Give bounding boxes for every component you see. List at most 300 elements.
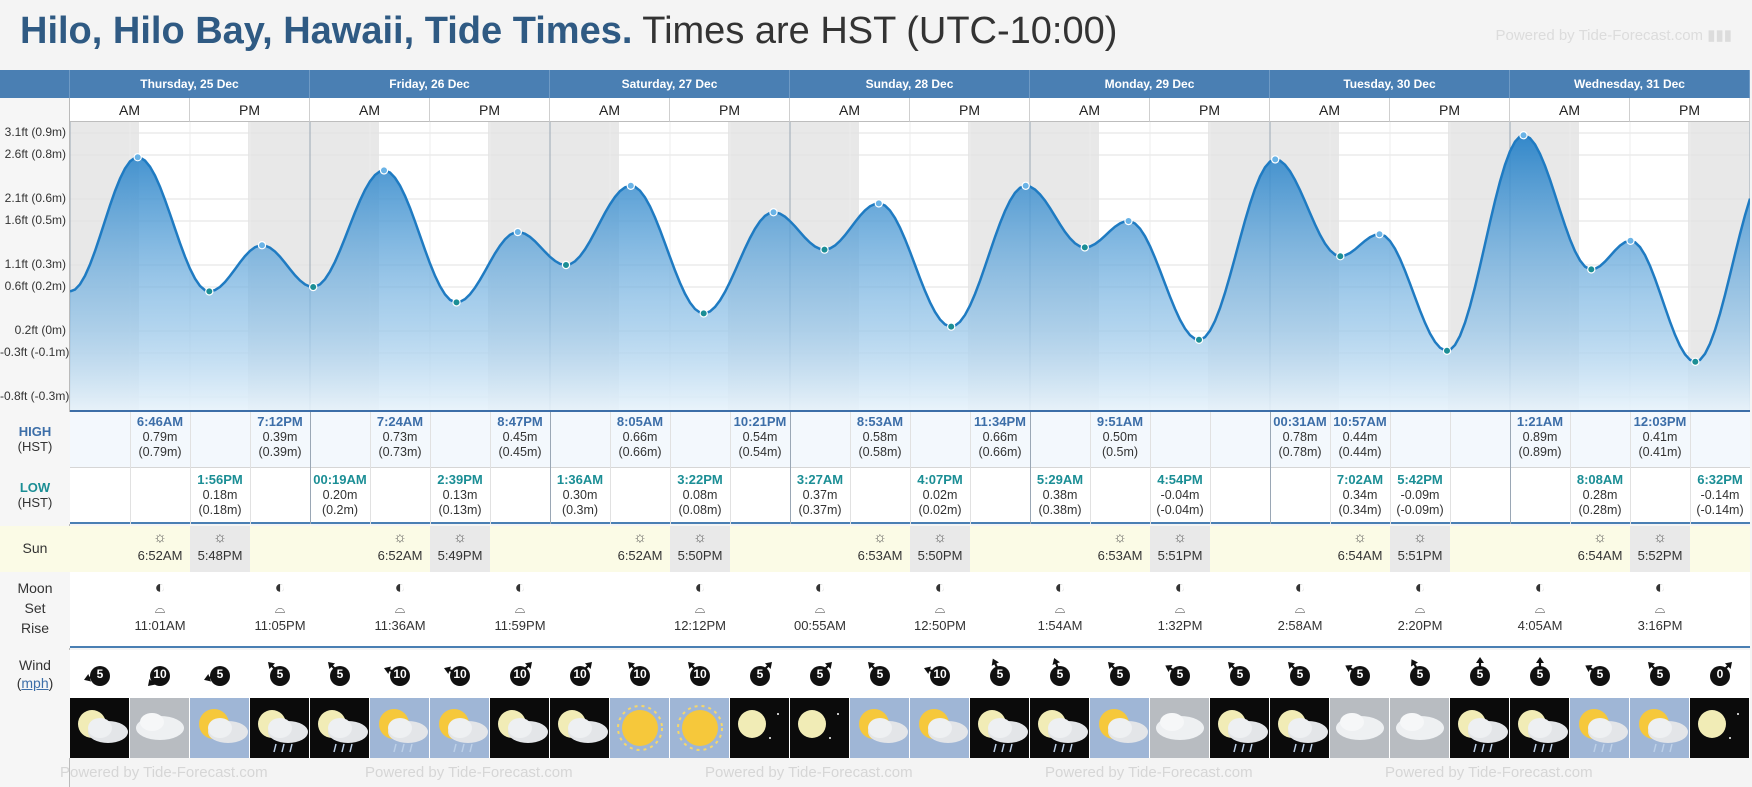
high-time: 7:12PM <box>257 414 303 429</box>
footer-powered-2 <box>365 764 573 781</box>
sunrise-cell <box>130 526 190 572</box>
low-height: 0.30m <box>562 488 598 502</box>
low-time: 4:54PM <box>1157 472 1203 487</box>
moonrise-icon: ⌓ <box>394 601 406 616</box>
moon-phase-icon: ◐ <box>814 577 826 597</box>
high-tide-cell <box>1270 412 1330 468</box>
low-height: 0.28m <box>1582 488 1618 502</box>
wind-cell <box>850 650 910 698</box>
moon-time: 3:16PM <box>1637 618 1683 633</box>
weather-cell <box>850 698 910 758</box>
night-rain-icon <box>1450 698 1510 758</box>
day-header <box>1270 70 1510 98</box>
low-label-text: LOW <box>19 480 51 495</box>
high-height: 0.78m <box>1282 430 1318 444</box>
pm-label <box>430 98 550 122</box>
high-time: 12:03PM <box>1633 414 1687 429</box>
sun-rain-icon <box>430 698 490 758</box>
wind-speed: 5 <box>1176 667 1184 681</box>
wind-speed: 5 <box>1476 667 1484 681</box>
sunrise-icon: ☼ <box>873 529 887 546</box>
wind-cell <box>1210 650 1270 698</box>
sun-icon <box>610 698 670 758</box>
high-tide-point <box>258 242 265 249</box>
night-cloud-icon <box>70 698 130 758</box>
ampm-text: AM <box>839 102 860 118</box>
low-height-m: (0.18m) <box>198 503 242 517</box>
moon-label <box>0 572 70 648</box>
wind-cell <box>1690 650 1750 698</box>
low-tide-cell <box>670 468 730 524</box>
wind-cell <box>910 650 970 698</box>
low-height-m: (-0.14m) <box>1696 503 1744 517</box>
low-label <box>0 468 70 524</box>
moonrise-icon: ⌓ <box>1174 601 1186 616</box>
day-header <box>550 70 790 98</box>
day-label: Saturday, 27 Dec <box>621 77 718 91</box>
sunset-cell <box>430 526 490 572</box>
moonrise-icon: ⌓ <box>1414 601 1426 616</box>
low-tide-point <box>1081 244 1088 251</box>
sun-label-text: Sun <box>22 540 48 556</box>
wind-speed: 10 <box>573 667 587 681</box>
low-tide-cell <box>1330 468 1390 524</box>
wind-speed: 0 <box>1716 667 1724 681</box>
low-height-m: (-0.09m) <box>1396 503 1444 517</box>
sunrise-cell <box>1570 526 1630 572</box>
moon-cell <box>130 572 190 648</box>
high-time: 8:05AM <box>616 414 664 429</box>
high-tide-cell <box>970 412 1030 468</box>
night-rain-icon <box>1510 698 1570 758</box>
weather-cell <box>610 698 670 758</box>
high-height: 0.89m <box>1522 430 1558 444</box>
weather-cell <box>550 698 610 758</box>
low-height-m: (0.02m) <box>918 503 962 517</box>
moon-phase-icon: ◐ <box>1414 577 1426 597</box>
wind-speed: 5 <box>1116 667 1124 681</box>
moon-phase-icon: ◐ <box>1294 577 1306 597</box>
sun-time: 6:52AM <box>617 548 663 563</box>
high-time: 8:47PM <box>497 414 543 429</box>
high-tide-point <box>770 209 777 216</box>
low-time: 00:19AM <box>313 472 367 487</box>
sunset-cell <box>910 526 970 572</box>
low-height-m: (0.38m) <box>1038 503 1082 517</box>
low-tide-point <box>453 299 460 306</box>
wind-speed: 5 <box>876 667 884 681</box>
moonrise-icon: ⌓ <box>274 601 286 616</box>
high-height-m: (0.45m) <box>498 445 542 459</box>
day-label: Sunday, 28 Dec <box>865 77 954 91</box>
low-time: 5:29AM <box>1036 472 1084 487</box>
high-height-m: (0.66m) <box>978 445 1022 459</box>
sun-cloud-icon <box>1090 698 1150 758</box>
sunrise-cell <box>1090 526 1150 572</box>
sunset-cell <box>1390 526 1450 572</box>
day-header <box>310 70 550 98</box>
high-tide-point <box>1627 237 1634 244</box>
weather-cell <box>1030 698 1090 758</box>
moon-rise-label: Rise <box>20 620 49 636</box>
high-tide-cell <box>610 412 670 468</box>
wind-unit-link[interactable]: mph <box>21 675 49 691</box>
wind-speed: 5 <box>276 667 284 681</box>
night-rain-icon <box>1030 698 1090 758</box>
low-height-m: (0.3m) <box>561 503 599 517</box>
low-height: 0.34m <box>1342 488 1378 502</box>
y-tick-text: 0.2ft (0m) <box>14 323 66 337</box>
ampm-text: PM <box>959 102 980 118</box>
low-tide-cell <box>430 468 490 524</box>
weather-cell <box>910 698 970 758</box>
wind-cell <box>490 650 550 698</box>
high-label <box>0 412 70 468</box>
wind-cell <box>1150 650 1210 698</box>
wind-speed: 5 <box>216 667 224 681</box>
sunrise-cell <box>370 526 430 572</box>
sun-cloud-icon <box>910 698 970 758</box>
cloud-icon <box>1330 698 1390 758</box>
high-height-m: (0.39m) <box>258 445 302 459</box>
y-tick-text: 1.1ft (0.3m) <box>4 257 66 271</box>
moon-phase-icon: ◐ <box>514 577 526 597</box>
sun-time: 6:52AM <box>377 548 423 563</box>
wind-speed: 5 <box>1356 667 1364 681</box>
low-tide-point <box>700 310 707 317</box>
col-sep <box>1450 412 1451 524</box>
high-tide-cell <box>850 412 910 468</box>
low-height: 0.37m <box>802 488 838 502</box>
night-rain-icon <box>1210 698 1270 758</box>
high-height-m: (0.44m) <box>1338 445 1382 459</box>
sun-rain-icon <box>1570 698 1630 758</box>
weather-cell <box>1150 698 1210 758</box>
weather-cell <box>370 698 430 758</box>
low-tide-cell <box>190 468 250 524</box>
high-time: 11:34PM <box>973 414 1027 429</box>
low-tide-point <box>948 323 955 330</box>
high-height-m: (0.5m) <box>1101 445 1139 459</box>
ampm-text: AM <box>599 102 620 118</box>
low-height: -0.04m <box>1160 488 1200 502</box>
am-label <box>310 98 430 122</box>
pm-label <box>190 98 310 122</box>
high-tide-point <box>1125 217 1132 224</box>
night-cloud-icon <box>550 698 610 758</box>
high-time: 9:51AM <box>1096 414 1144 429</box>
high-height-m: (0.54m) <box>738 445 782 459</box>
high-height: 0.73m <box>382 430 418 444</box>
sunrise-icon: ☼ <box>393 529 407 546</box>
am-label <box>1270 98 1390 122</box>
night-clear-icon <box>1690 698 1750 758</box>
moonrise-icon: ⌓ <box>1054 601 1066 616</box>
sun-rain-icon <box>1630 698 1690 758</box>
high-tide-point <box>1376 231 1383 238</box>
weather-cell <box>1090 698 1150 758</box>
wind-speed: 5 <box>1056 667 1064 681</box>
low-time: 1:56PM <box>197 472 243 487</box>
low-tide-point <box>1337 253 1344 260</box>
high-time: 7:24AM <box>376 414 424 429</box>
low-tide-cell <box>1150 468 1210 524</box>
ampm-text: AM <box>359 102 380 118</box>
moon-time: 11:05PM <box>254 618 306 633</box>
moon-time: 11:01AM <box>134 618 186 633</box>
ampm-text: AM <box>1319 102 1340 118</box>
sun-time: 6:54AM <box>1577 548 1623 563</box>
weather-cell <box>1390 698 1450 758</box>
wind-cell <box>1390 650 1450 698</box>
y-tick-text: -0.3ft (-0.1m) <box>0 345 70 359</box>
sunset-icon: ☼ <box>213 529 227 546</box>
high-time: 10:57AM <box>1333 414 1387 429</box>
weather-cell <box>70 698 130 758</box>
low-height-m: (0.08m) <box>678 503 722 517</box>
weather-cell <box>490 698 550 758</box>
y-tick-label <box>0 125 66 141</box>
low-tide-cell <box>790 468 850 524</box>
sunrise-cell <box>610 526 670 572</box>
moon-phase-icon: ◐ <box>394 577 406 597</box>
pm-label <box>1390 98 1510 122</box>
high-tide-cell <box>130 412 190 468</box>
sun-time: 5:49PM <box>437 548 483 563</box>
day-label: Thursday, 25 Dec <box>140 77 239 91</box>
low-height: 0.20m <box>322 488 358 502</box>
ampm-text: PM <box>719 102 740 118</box>
high-time: 6:46AM <box>136 414 184 429</box>
moon-time: 11:36AM <box>374 618 426 633</box>
high-tide-cell <box>1090 412 1150 468</box>
wind-speed: 10 <box>393 667 407 681</box>
high-time: 1:21AM <box>1516 414 1564 429</box>
wind-speed: 5 <box>336 667 344 681</box>
high-height: 0.44m <box>1342 430 1378 444</box>
high-tide-cell <box>250 412 310 468</box>
sunset-icon: ☼ <box>453 529 467 546</box>
pm-label <box>1630 98 1750 122</box>
high-tide-cell <box>730 412 790 468</box>
low-time: 7:02AM <box>1336 472 1384 487</box>
footer-powered-4 <box>1045 764 1253 781</box>
low-time: 4:07PM <box>917 472 963 487</box>
high-height: 0.54m <box>742 430 778 444</box>
wind-cell <box>1450 650 1510 698</box>
y-tick-label <box>0 257 66 273</box>
moon-phase-icon: ◐ <box>694 577 706 597</box>
y-tick-label <box>0 147 66 163</box>
low-time: 5:42PM <box>1397 472 1443 487</box>
sun-time: 5:50PM <box>917 548 963 563</box>
high-tide-cell <box>1510 412 1570 468</box>
moonrise-icon: ⌓ <box>814 601 826 616</box>
sun-time: 6:53AM <box>857 548 903 563</box>
night-clear-icon <box>790 698 850 758</box>
cloud-icon <box>130 698 190 758</box>
powered-by-text[interactable]: Powered by Tide-Forecast.com <box>1495 27 1704 44</box>
ampm-text: AM <box>1079 102 1100 118</box>
powered-by-top[interactable]: Powered by Tide-Forecast.com ▮▮▮ <box>1495 27 1732 44</box>
low-time: 2:39PM <box>437 472 483 487</box>
sun-time: 6:53AM <box>1097 548 1143 563</box>
y-tick-text: 0.6ft (0.2m) <box>4 279 66 293</box>
sun-time: 5:52PM <box>1637 548 1683 563</box>
y-tick-label <box>0 389 70 405</box>
wind-speed: 5 <box>1536 667 1544 681</box>
moonrise-icon: ⌓ <box>1294 601 1306 616</box>
high-tide-point <box>134 154 141 161</box>
weather-cell <box>1210 698 1270 758</box>
moonrise-icon: ⌓ <box>154 601 166 616</box>
high-tide-cell <box>1330 412 1390 468</box>
sun-cloud-icon <box>190 698 250 758</box>
high-height-m: (0.79m) <box>138 445 182 459</box>
day-header <box>70 70 310 98</box>
high-height: 0.79m <box>142 430 178 444</box>
sun-rain-icon <box>370 698 430 758</box>
pm-label <box>910 98 1030 122</box>
wind-label-text: Wind <box>19 657 51 673</box>
high-tide-cell <box>490 412 550 468</box>
sunset-cell <box>1150 526 1210 572</box>
sunrise-icon: ☼ <box>1113 529 1127 546</box>
low-height: -0.14m <box>1700 488 1740 502</box>
day-header <box>1510 70 1750 98</box>
low-height: 0.38m <box>1042 488 1078 502</box>
am-label <box>790 98 910 122</box>
high-height-m: (0.89m) <box>1518 445 1562 459</box>
ampm-text: PM <box>1199 102 1220 118</box>
moon-phase-icon: ◐ <box>934 577 946 597</box>
low-tide-point <box>206 288 213 295</box>
footer-powered-5 <box>1385 764 1593 781</box>
wind-cell <box>550 650 610 698</box>
wind-cell <box>190 650 250 698</box>
wind-cell <box>310 650 370 698</box>
low-tide-point <box>821 246 828 253</box>
weather-label <box>0 698 70 758</box>
sunset-cell <box>190 526 250 572</box>
wind-cell <box>1330 650 1390 698</box>
wind-cell <box>730 650 790 698</box>
moon-cell <box>670 572 730 648</box>
moon-cell <box>910 572 970 648</box>
pm-label <box>1150 98 1270 122</box>
moon-cell <box>490 572 550 648</box>
night-rain-icon <box>1270 698 1330 758</box>
moon-time: 2:20PM <box>1397 618 1443 633</box>
wind-speed: 10 <box>513 667 527 681</box>
wind-speed: 5 <box>1416 667 1424 681</box>
sunrise-icon: ☼ <box>633 529 647 546</box>
weather-cell <box>970 698 1030 758</box>
wind-speed: 10 <box>153 667 167 681</box>
wind-speed: 5 <box>816 667 824 681</box>
low-tide-point <box>1195 336 1202 343</box>
wind-cell <box>670 650 730 698</box>
moon-phase-icon: ◐ <box>1654 577 1666 597</box>
wind-speed: 10 <box>453 667 467 681</box>
sunset-cell <box>670 526 730 572</box>
moon-cell <box>1390 572 1450 648</box>
low-tide-cell <box>1390 468 1450 524</box>
wind-cell <box>130 650 190 698</box>
moon-time: 11:59PM <box>494 618 546 633</box>
high-height: 0.66m <box>622 430 658 444</box>
low-tide-point <box>1443 347 1450 354</box>
moon-phase-icon: ◐ <box>1054 577 1066 597</box>
high-time: 10:21PM <box>733 414 787 429</box>
moon-cell <box>370 572 430 648</box>
moonrise-icon: ⌓ <box>934 601 946 616</box>
low-height: -0.09m <box>1400 488 1440 502</box>
moon-time: 1:54AM <box>1037 618 1083 633</box>
sun-time: 5:51PM <box>1397 548 1443 563</box>
moonrise-icon: ⌓ <box>694 601 706 616</box>
weather-cell <box>1450 698 1510 758</box>
day-header <box>1030 70 1270 98</box>
moon-cell <box>790 572 850 648</box>
wind-speed: 5 <box>756 667 764 681</box>
sunset-icon: ☼ <box>1653 529 1667 546</box>
y-tick-text: 3.1ft (0.9m) <box>4 125 66 139</box>
wind-cell <box>1570 650 1630 698</box>
wind-cell <box>790 650 850 698</box>
moon-cell <box>1510 572 1570 648</box>
high-height-m: (0.58m) <box>858 445 902 459</box>
low-time: 1:36AM <box>556 472 604 487</box>
high-tide-cell <box>1630 412 1690 468</box>
am-label <box>70 98 190 122</box>
cloud-icon <box>1150 698 1210 758</box>
high-height-m: (0.66m) <box>618 445 662 459</box>
sunrise-cell <box>850 526 910 572</box>
am-label <box>1510 98 1630 122</box>
high-height-m: (0.41m) <box>1638 445 1682 459</box>
low-height: 0.13m <box>442 488 478 502</box>
low-tide-point <box>1588 266 1595 273</box>
night-rain-icon <box>970 698 1030 758</box>
moonrise-icon: ⌓ <box>1654 601 1666 616</box>
high-height-m: (0.78m) <box>1278 445 1322 459</box>
weather-cell <box>1630 698 1690 758</box>
ampm-text: PM <box>1679 102 1700 118</box>
am-label <box>1030 98 1150 122</box>
moon-cell <box>1150 572 1210 648</box>
low-tide-point <box>562 261 569 268</box>
low-height-m: (0.28m) <box>1578 503 1622 517</box>
sun-time: 6:54AM <box>1337 548 1383 563</box>
moon-phase-icon: ◐ <box>1534 577 1546 597</box>
wind-cell <box>370 650 430 698</box>
sunrise-icon: ☼ <box>153 529 167 546</box>
weather-cell <box>430 698 490 758</box>
high-height: 0.58m <box>862 430 898 444</box>
moon-cell <box>1630 572 1690 648</box>
day-label: Monday, 29 Dec <box>1104 77 1195 91</box>
night-rain-icon <box>250 698 310 758</box>
day-label: Friday, 26 Dec <box>389 77 470 91</box>
moon-phase-icon: ◐ <box>154 577 166 597</box>
wind-cell <box>430 650 490 698</box>
wind-speed: 5 <box>1656 667 1664 681</box>
low-time: 8:08AM <box>1576 472 1624 487</box>
y-tick-label <box>0 213 66 229</box>
col-sep <box>1210 412 1211 524</box>
wind-cell <box>1090 650 1150 698</box>
